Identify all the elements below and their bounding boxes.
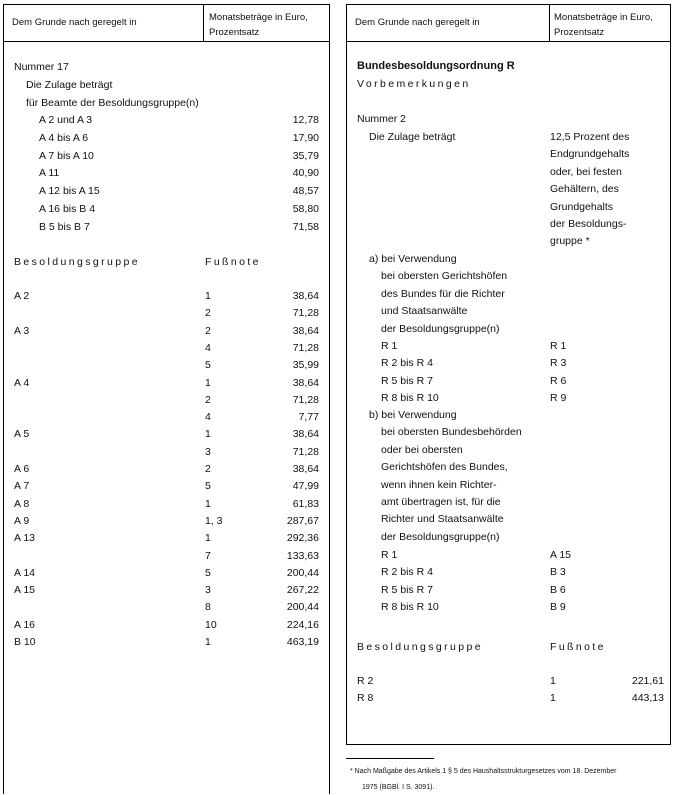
clause-a-to: R 6 bbox=[550, 374, 567, 387]
table-cell-value: 71,28 bbox=[292, 307, 319, 320]
clause-a-text: der Besoldungsgruppe(n) bbox=[381, 322, 500, 335]
footnote-rule bbox=[346, 758, 434, 759]
section-number: Nummer 17 bbox=[14, 61, 69, 73]
clause-a-from: R 1 bbox=[381, 340, 398, 352]
section-subtitle: Vorbemerkungen bbox=[357, 78, 471, 90]
group-label: B 5 bis B 7 bbox=[39, 220, 90, 233]
table-cell-note: 2 bbox=[205, 463, 211, 475]
table-cell-value: 133,63 bbox=[286, 549, 319, 562]
table-cell-group: A 3 bbox=[14, 324, 30, 337]
table-cell-value: 292,36 bbox=[286, 532, 319, 545]
header-col2-line2: Prozentsatz bbox=[554, 27, 605, 38]
table-cell-value: 200,44 bbox=[286, 601, 319, 614]
table-cell-note: 8 bbox=[205, 601, 211, 614]
group-label: A 4 bis A 6 bbox=[39, 131, 89, 144]
clause-b-to: B 9 bbox=[550, 601, 566, 614]
footnote-line1: * Nach Maßgabe des Artikels 1 § 5 des Haushaltsstrukturgesetzes vom 18. Dezember bbox=[350, 768, 617, 775]
table-cell-note: 10 bbox=[205, 618, 217, 631]
clause-b-to: B 3 bbox=[550, 566, 566, 579]
group-value: 40,90 bbox=[292, 167, 319, 180]
table-cell-note: 3 bbox=[205, 445, 211, 458]
header-divider bbox=[549, 5, 550, 41]
table-cell-value: 7,77 bbox=[298, 411, 319, 424]
table-cell-value: 38,64 bbox=[292, 463, 319, 475]
header-col2-line1: Monatsbeträge in Euro, bbox=[209, 12, 308, 23]
percentage-text: Grundgehalts bbox=[550, 200, 614, 213]
intro-text: Die Zulage beträgt bbox=[369, 131, 456, 143]
table-cell-value: 221,61 bbox=[631, 675, 664, 687]
clause-b-from: R 2 bis R 4 bbox=[381, 566, 433, 579]
percentage-text: gruppe * bbox=[550, 235, 590, 248]
clause-b-from: R 8 bis R 10 bbox=[381, 601, 439, 614]
clause-b-to: B 6 bbox=[550, 583, 566, 596]
table-cell-value: 38,64 bbox=[292, 324, 319, 337]
header-col1: Dem Grunde nach geregelt in bbox=[12, 17, 137, 28]
percentage-text: 12,5 Prozent des bbox=[550, 131, 630, 143]
table-cell-note: 5 bbox=[205, 359, 211, 372]
group-value: 17,90 bbox=[292, 131, 319, 144]
clause-b-text: Gerichtshöfen des Bundes, bbox=[381, 461, 508, 474]
clause-b-text: b) bei Verwendung bbox=[369, 409, 457, 421]
intro-text: Die Zulage beträgt bbox=[26, 79, 113, 91]
right-panel bbox=[346, 4, 671, 745]
clause-a-to: R 9 bbox=[550, 392, 567, 405]
table-cell-note: 2 bbox=[205, 307, 211, 320]
clause-b-text: amt übertragen ist, für die bbox=[381, 496, 501, 508]
clause-b-text: bei obersten Bundesbehörden bbox=[381, 426, 522, 439]
table-cell-note: 2 bbox=[205, 393, 211, 406]
right-table-header bbox=[347, 4, 670, 42]
column-header-note: Fußnote bbox=[205, 256, 261, 268]
section-title: Bundesbesoldungsordnung R bbox=[357, 60, 515, 72]
table-cell-group: R 8 bbox=[357, 692, 374, 705]
table-cell-value: 47,99 bbox=[292, 480, 319, 493]
table-cell-note: 1 bbox=[550, 675, 556, 687]
table-cell-value: 71,28 bbox=[292, 341, 319, 354]
table-cell-group: A 6 bbox=[14, 463, 30, 475]
group-label: A 2 und A 3 bbox=[39, 114, 93, 126]
table-cell-value: 463,19 bbox=[286, 636, 319, 648]
left-table-header bbox=[4, 4, 329, 42]
table-cell-note: 1 bbox=[205, 497, 211, 510]
table-cell-note: 7 bbox=[205, 549, 211, 562]
table-cell-value: 200,44 bbox=[286, 566, 319, 579]
percentage-text: der Besoldungs- bbox=[550, 218, 627, 230]
table-cell-value: 287,67 bbox=[286, 514, 319, 527]
clause-b-text: oder bei obersten bbox=[381, 443, 463, 456]
table-cell-group: A 2 bbox=[14, 290, 30, 302]
header-col2 bbox=[554, 10, 653, 40]
table-cell-value: 224,16 bbox=[286, 618, 319, 631]
table-cell-value: 38,64 bbox=[292, 428, 319, 441]
table-cell-value: 35,99 bbox=[292, 359, 319, 372]
clause-a-text: des Bundes für die Richter bbox=[381, 287, 505, 300]
table-cell-value: 61,83 bbox=[292, 497, 319, 510]
table-cell-note: 1 bbox=[550, 692, 556, 705]
header-col1: Dem Grunde nach geregelt in bbox=[355, 17, 480, 28]
table-cell-value: 38,64 bbox=[292, 290, 319, 302]
table-cell-note: 1 bbox=[205, 636, 211, 648]
group-value: 58,80 bbox=[292, 203, 319, 215]
column-header-group: Besoldungsgruppe bbox=[14, 256, 140, 268]
header-col2-line1: Monatsbeträge in Euro, bbox=[554, 12, 653, 23]
percentage-text: Gehältern, des bbox=[550, 183, 619, 196]
table-cell-note: 4 bbox=[205, 411, 211, 424]
table-cell-group: B 10 bbox=[14, 636, 36, 648]
table-cell-group: A 4 bbox=[14, 376, 30, 389]
group-value: 71,58 bbox=[292, 220, 319, 233]
group-label: A 16 bis B 4 bbox=[39, 203, 96, 215]
table-cell-note: 1 bbox=[205, 376, 211, 389]
table-cell-value: 267,22 bbox=[286, 584, 319, 597]
group-label: A 12 bis A 15 bbox=[39, 185, 100, 198]
table-cell-group: A 7 bbox=[14, 480, 30, 493]
table-cell-value: 443,13 bbox=[631, 692, 664, 705]
table-cell-note: 1 bbox=[205, 290, 211, 302]
footnote-line2: 1975 (BGBl. I S. 3091). bbox=[362, 784, 435, 791]
table-cell-note: 1, 3 bbox=[205, 514, 223, 527]
header-divider bbox=[203, 5, 204, 41]
table-cell-group: A 5 bbox=[14, 428, 30, 441]
header-col2 bbox=[209, 10, 308, 40]
clause-b-text: Richter und Staatsanwälte bbox=[381, 513, 504, 526]
table-cell-note: 3 bbox=[205, 584, 211, 597]
clause-b-from: R 5 bis R 7 bbox=[381, 583, 433, 596]
table-cell-value: 38,64 bbox=[292, 376, 319, 389]
group-value: 12,78 bbox=[292, 114, 319, 126]
table-cell-group: A 14 bbox=[14, 566, 36, 579]
table-cell-note: 1 bbox=[205, 532, 211, 545]
percentage-text: Endgrundgehalts bbox=[550, 148, 630, 161]
clause-b-to: A 15 bbox=[550, 549, 572, 561]
clause-a-to: R 1 bbox=[550, 340, 567, 352]
table-cell-note: 2 bbox=[205, 324, 211, 337]
table-cell-note: 5 bbox=[205, 566, 211, 579]
clause-a-from: R 8 bis R 10 bbox=[381, 392, 439, 405]
group-label: A 7 bis A 10 bbox=[39, 149, 94, 162]
clause-a-text: bei obersten Gerichtshöfen bbox=[381, 270, 508, 283]
group-value: 35,79 bbox=[292, 149, 319, 162]
table-cell-group: R 2 bbox=[357, 675, 374, 687]
table-cell-note: 4 bbox=[205, 341, 211, 354]
clause-a-from: R 2 bis R 4 bbox=[381, 357, 433, 370]
intro-text: für Beamte der Besoldungsgruppe(n) bbox=[26, 97, 199, 109]
table-cell-group: A 8 bbox=[14, 497, 30, 510]
group-value: 48,57 bbox=[292, 185, 319, 198]
table-cell-group: A 15 bbox=[14, 584, 36, 597]
column-header-group: Besoldungsgruppe bbox=[357, 641, 483, 653]
table-cell-group: A 13 bbox=[14, 532, 36, 545]
clause-b-text: der Besoldungsgruppe(n) bbox=[381, 530, 500, 543]
table-cell-value: 71,28 bbox=[292, 445, 319, 458]
clause-b-from: R 1 bbox=[381, 549, 398, 561]
percentage-text: oder, bei festen bbox=[550, 165, 622, 178]
table-cell-note: 5 bbox=[205, 480, 211, 493]
table-cell-group: A 9 bbox=[14, 514, 30, 527]
clause-a-from: R 5 bis R 7 bbox=[381, 374, 433, 387]
table-cell-value: 71,28 bbox=[292, 393, 319, 406]
table-cell-group: A 16 bbox=[14, 618, 36, 631]
section-number: Nummer 2 bbox=[357, 113, 407, 125]
group-label: A 11 bbox=[39, 167, 60, 180]
header-col2-line2: Prozentsatz bbox=[209, 27, 260, 38]
column-header-note: Fußnote bbox=[550, 641, 606, 653]
clause-a-text: a) bei Verwendung bbox=[369, 253, 457, 265]
table-cell-note: 1 bbox=[205, 428, 211, 441]
clause-a-to: R 3 bbox=[550, 357, 567, 370]
clause-a-text: und Staatsanwälte bbox=[381, 305, 468, 318]
left-panel bbox=[3, 4, 330, 794]
clause-b-text: wenn ihnen kein Richter- bbox=[381, 478, 497, 491]
